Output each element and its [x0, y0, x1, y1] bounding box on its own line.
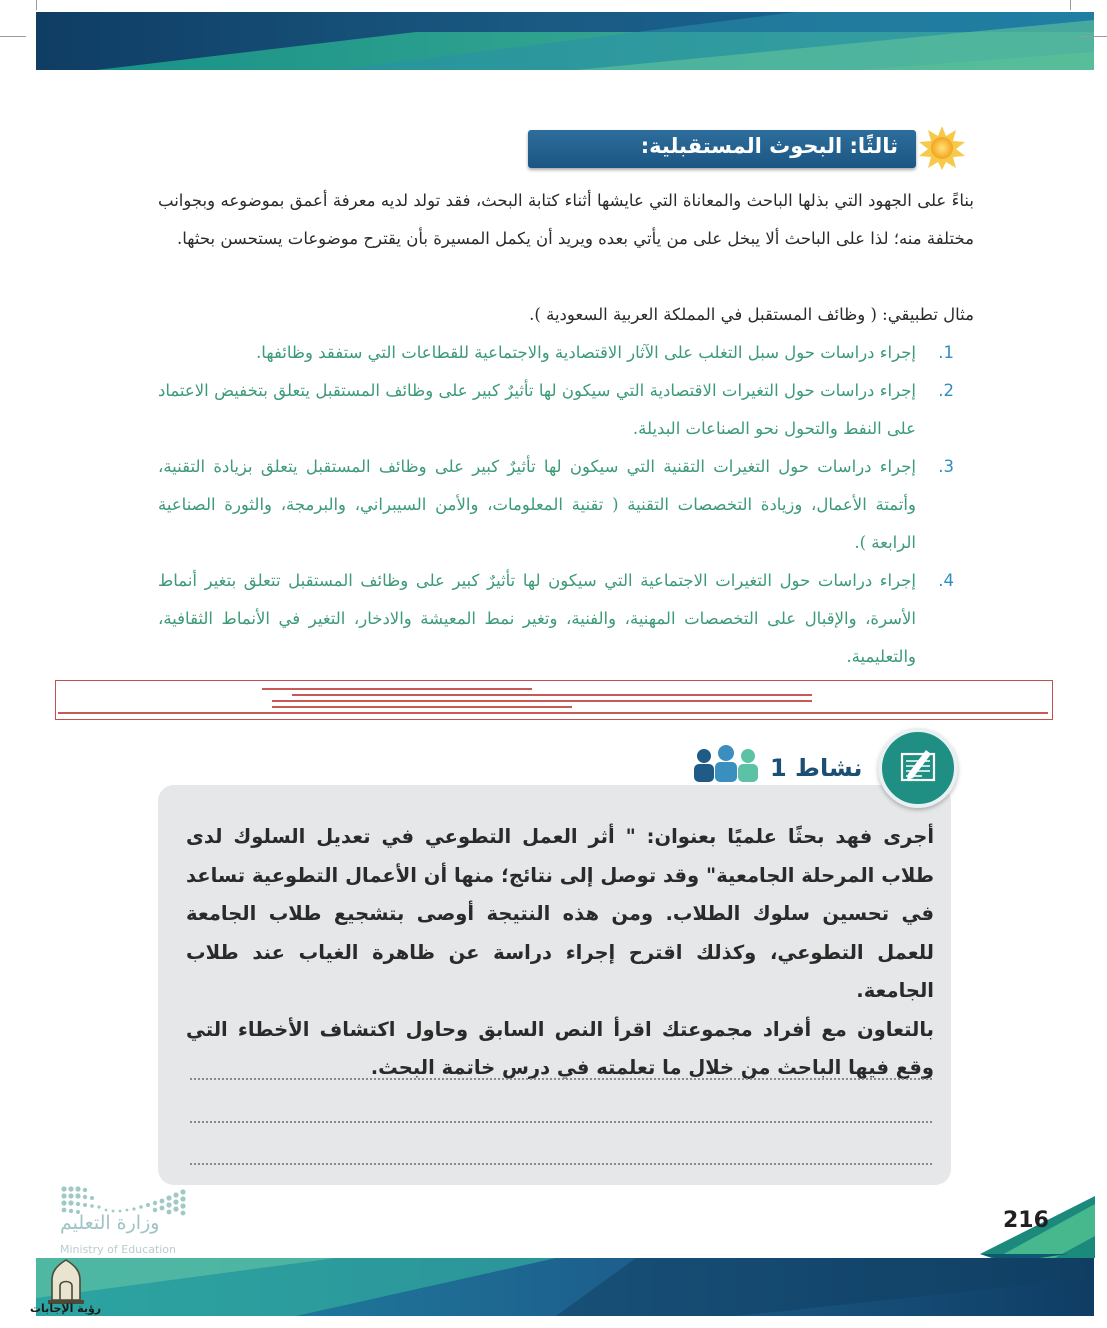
notebook-pencil-icon: [882, 732, 954, 804]
answer-line[interactable]: [190, 1121, 932, 1123]
research-suggestions-list: [158, 334, 954, 676]
section-heading: ثالثًا: البحوث المستقبلية:: [640, 134, 898, 158]
top-banner: [36, 12, 1094, 70]
answer-line[interactable]: [190, 1078, 932, 1080]
annotation-line: [272, 706, 572, 708]
bottom-banner: [36, 1258, 1094, 1316]
activity-paragraph-1: أجرى فهد بحثًا علميًا بعنوان: " أثر العمل التطوعي في تعديل السلوك لدى طلاب المرحلة الجامعية" وقد توصل إلى نتائج؛ منها أن الأعمال التطوعية تساعد في تحسين سلوك الطلاب. ومن هذه النتيجة أوصى بتشجيع طلاب الجامعة للعمل التطوعي، وكذلك اقترح إجراء دراسة عن ظاهرة الغياب عند طلاب الجامعة.: [186, 825, 934, 1002]
list-item-text: إجراء دراسات حول سبل التغلب على الآثار الاقتصادية والاجتماعية للقطاعات التي ستفقد وظائفها.: [256, 343, 916, 362]
list-item: [158, 448, 954, 562]
crop-mark: [1081, 36, 1107, 37]
annotation-line: [58, 712, 1048, 714]
watermark-label: رؤية الإجابات: [30, 1302, 102, 1315]
list-item-text: إجراء دراسات حول التغيرات الاجتماعية التي سيكون لها تأثيرٌ كبير على وظائف المستقبل تتعلق بتغير أنماط الأسرة، والإقبال على التخصصات المهنية، والفنية، وتغير نمط المعيشة والادخار، التغير في الأنماط الثقافية، والتعليمية.: [158, 571, 916, 666]
page-number: 216: [1003, 1208, 1049, 1233]
list-item: [158, 562, 954, 676]
ministry-name-english: Ministry of Education: [60, 1243, 177, 1256]
answer-line[interactable]: [190, 1163, 932, 1165]
crop-mark: [1070, 0, 1071, 10]
list-item-text: إجراء دراسات حول التغيرات الاقتصادية التي سيكون لها تأثيرٌ كبير على وظائف المستقبل يتعلق بتخفيض الاعتماد على النفط والتحول نحو الصناعات البديلة.: [158, 381, 916, 438]
activity-badge: [878, 728, 958, 808]
ministry-name-arabic: وزارة التعليم: [60, 1212, 160, 1234]
activity-body: [186, 818, 934, 1088]
sun-icon: [916, 124, 968, 172]
annotation-line: [272, 700, 812, 702]
example-line: مثال تطبيقي: ( وظائف المستقبل في المملكة العربية السعودية ).: [529, 305, 974, 324]
intro-paragraph: بناءً على الجهود التي بذلها الباحث والمعاناة التي عايشها أثناء كتابة البحث، فقد تولد لديه معرفة أعمق بموضوعه وبجوانب مختلفة منه؛ لذا على الباحث ألا يبخل على من يأتي بعده ويريد أن يكمل المسيرة بأن يقترح موضوعات يستحسن بحثها.: [158, 191, 974, 248]
people-group-icon: [690, 744, 762, 784]
list-number: 4.: [938, 571, 954, 590]
list-number: 3.: [938, 457, 954, 476]
list-number: 2.: [938, 381, 954, 400]
mosque-icon: [44, 1256, 88, 1306]
activity-title: نشاط 1: [770, 754, 863, 782]
activity-paragraph-2: بالتعاون مع أفراد مجموعتك اقرأ النص السابق وحاول اكتشاف الأخطاء التي وقع فيها الباحث من خلال ما تعلمته في درس خاتمة البحث.: [186, 1017, 934, 1079]
list-number: 1.: [938, 343, 954, 362]
annotation-line: [262, 688, 532, 690]
list-item: [158, 372, 954, 448]
annotation-box: [55, 680, 1053, 720]
list-item-text: إجراء دراسات حول التغيرات التقنية التي سيكون لها تأثيرٌ كبير على وظائف المستقبل يتعلق بزيادة التقنية، وأتمتة الأعمال، وزيادة التخصصات التقنية ( تقنية المعلومات، والأمن السيبراني، والبرمجة، والثورة الصناعية الرابعة ).: [158, 457, 916, 552]
section-heading-bar: [528, 130, 916, 168]
crop-mark: [0, 36, 26, 37]
list-item: [158, 334, 954, 372]
crop-mark: [36, 0, 37, 10]
annotation-line: [292, 694, 812, 696]
